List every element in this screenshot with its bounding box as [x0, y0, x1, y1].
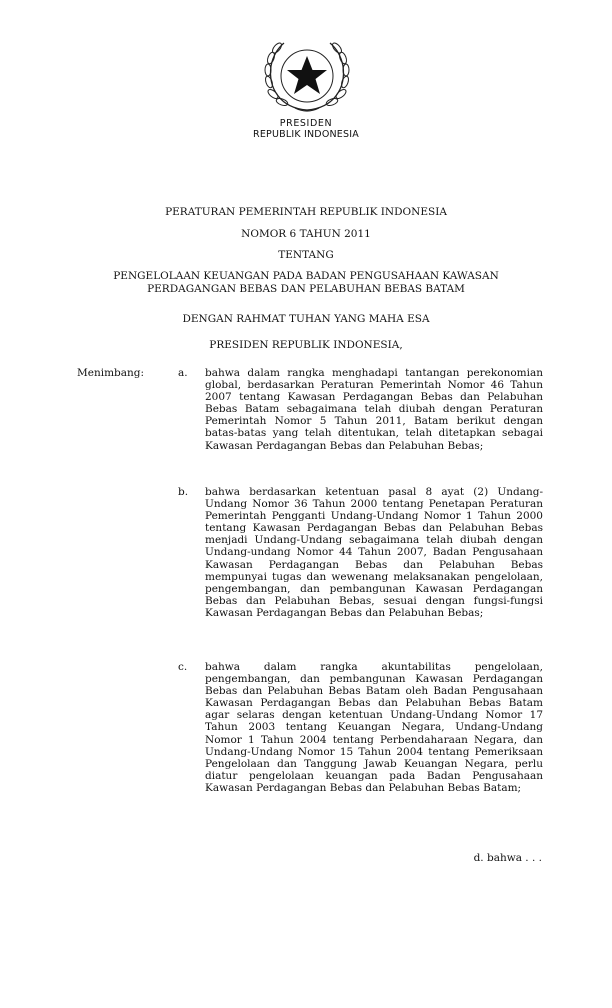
- garuda-emblem-icon: [262, 36, 352, 116]
- item-letter: a.: [178, 367, 188, 379]
- regulation-title: PERATURAN PEMERINTAH REPUBLIK INDONESIA: [165, 206, 447, 218]
- page-catchword: d. bahwa . . .: [473, 852, 542, 864]
- issuer-block: [0, 118, 612, 140]
- regulation-number: NOMOR 6 TAHUN 2011: [241, 228, 371, 240]
- regulation-subject-line2: PERDAGANGAN BEBAS DAN PELABUHAN BEBAS BATAM: [147, 283, 465, 295]
- president-line: PRESIDEN REPUBLIK INDONESIA,: [209, 339, 403, 351]
- considering-item-a: [178, 367, 543, 452]
- issuer-title: PRESIDEN: [279, 118, 333, 129]
- considering-item-b: [178, 486, 543, 619]
- item-text: bahwa dalam rangka menghadapi tantangan perekonomian global, berdasarkan Peraturan Pemerintah Nomor 46 Tahun 2007 tentang Kawasan Perdagangan Bebas dan Pelabuhan Bebas Batam sebagaimana telah diubah dengan Peraturan Pemerintah Nomor 5 Tahun 2011, Batam berikut dengan batas-batas yang telah ditentukan, telah ditetapkan sebagai Kawasan Perdagangan Bebas dan Pelabuhan Bebas;: [205, 367, 543, 452]
- regulation-about: TENTANG: [278, 249, 334, 261]
- issuer-country: REPUBLIK INDONESIA: [253, 129, 359, 140]
- item-text: bahwa berdasarkan ketentuan pasal 8 ayat (2) Undang-Undang Nomor 36 Tahun 2000 tentang Penetapan Peraturan Pemerintah Pengganti Undang-Undang Nomor 1 Tahun 2000 tentang Kawasan Perdagangan Bebas dan Pelabuhan Bebas menjadi Undang-Undang sebagaimana telah diubah dengan Undang-undang Nomor 44 Tahun 2007, Badan Pengusahaan Kawasan Perdagangan Bebas dan Pelabuhan Bebas mempunyai tugas dan wewenang melaksanakan pengelolaan, pengembangan, dan pembangunan Kawasan Perdagangan Bebas dan Pelabuhan Bebas, sesuai dengan fungsi-fungsi Kawasan Perdagangan Bebas dan Pelabuhan Bebas;: [205, 486, 543, 619]
- item-letter: c.: [178, 661, 188, 673]
- item-text: bahwa dalam rangka akuntabilitas pengelolaan, pengembangan, dan pembangunan Kawasan Perdagangan Bebas dan Pelabuhan Bebas Batam oleh Badan Pengusahaan Kawasan Perdagangan Bebas dan Pelabuhan Bebas Batam agar selaras dengan ketentuan Undang-Undang Nomor 17 Tahun 2003 tentang Keuangan Negara, Undang-Undang Nomor 1 Tahun 2004 tentang Perbendaharaan Negara, dan Undang-Undang Nomor 15 Tahun 2004 tentang Pemeriksaan Pengelolaan dan Tanggung Jawab Keuangan Negara, perlu diatur pengelolaan keuangan pada Badan Pengusahaan Kawasan Perdagangan Bebas dan Pelabuhan Bebas Batam;: [205, 661, 543, 794]
- considering-label: Menimbang:: [77, 367, 145, 379]
- item-letter: b.: [178, 486, 189, 498]
- blessing-line: DENGAN RAHMAT TUHAN YANG MAHA ESA: [182, 313, 430, 325]
- regulation-subject-line1: PENGELOLAAN KEUANGAN PADA BADAN PENGUSAHAAN KAWASAN: [113, 270, 499, 282]
- considering-item-c: [178, 661, 543, 794]
